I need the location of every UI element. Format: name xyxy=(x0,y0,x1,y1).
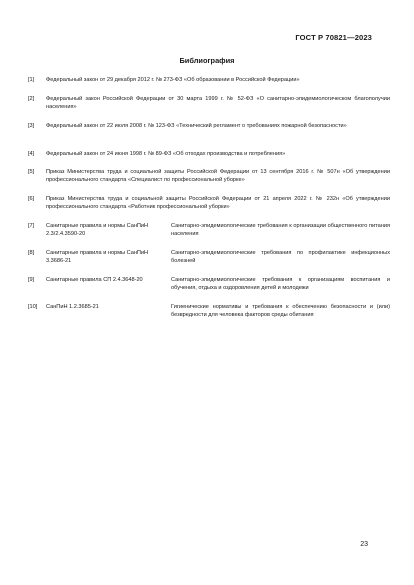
reference-text: Федеральный закон Российской Федерации от 30 марта 1999 г. № 52-ФЗ «О санитарно-эпидемиологическом благополучии населения» xyxy=(46,96,390,111)
reference-number: [8] xyxy=(28,250,35,256)
reference-number: [6] xyxy=(28,196,35,202)
reference-text: Федеральный закон от 24 июня 1998 г. № 89-ФЗ «Об отходах производства и потребления» xyxy=(46,151,286,157)
reference-text: Федеральный закон от 29 декабря 2012 г. № 273-ФЗ «Об образовании в Российской Федерации» xyxy=(46,77,300,83)
reference-number: [1] xyxy=(28,77,35,83)
reference-text: Санитарно-эпидемиологические требования к организациям воспитания и обучения, отдыха и оздоровления детей и молодежи xyxy=(171,277,390,292)
reference-code: Санитарные правила и нормы СанПиН 2.3/2.4.3590-20 xyxy=(46,223,149,238)
reference-code: Санитарные правила СП 2.4.3648-20 xyxy=(46,277,143,283)
reference-text: Приказ Министерства труда и социальной защиты Российской Федерации от 13 сентября 2016 г. № 507н «Об утверждении профессионального стандарта «Специалист по профессиональной уборке» xyxy=(46,169,390,184)
reference-text: Гигиенические нормативы и требования к обеспечению безопасности и (или) безвредности для человека факторов среды обитания xyxy=(171,304,390,319)
reference-number: [9] xyxy=(28,277,35,283)
reference-code: СанПиН 1.2.3685-21 xyxy=(46,304,99,310)
reference-number: [3] xyxy=(28,123,35,129)
reference-text: Санитарно-эпидемиологические требования по профилактике инфекционных болезней xyxy=(171,250,390,265)
reference-text: Санитарно-эпидемиологические требования к организации общественного питания населения xyxy=(171,223,390,238)
page-number: 23 xyxy=(360,541,368,548)
reference-number: [2] xyxy=(28,96,35,102)
reference-number: [5] xyxy=(28,169,35,175)
section-title: Библиография xyxy=(179,56,235,65)
reference-text: Приказ Министерства труда и социальной защиты Российской Федерации от 21 апреля 2022 г. № 232н «Об утверждении профессионального стандарта «Работник профессиональной уборки» xyxy=(46,196,390,211)
reference-number: [4] xyxy=(28,151,35,157)
reference-number: [10] xyxy=(28,304,38,310)
reference-number: [7] xyxy=(28,223,35,229)
reference-code: Санитарные правила и нормы СанПиН 3.3686-21 xyxy=(46,250,149,265)
standard-code: ГОСТ Р 70821—2023 xyxy=(295,33,372,42)
reference-text: Федеральный закон от 22 июля 2008 г. № 123-ФЗ «Технический регламент о требованиях пожарной безопасности» xyxy=(46,123,347,129)
